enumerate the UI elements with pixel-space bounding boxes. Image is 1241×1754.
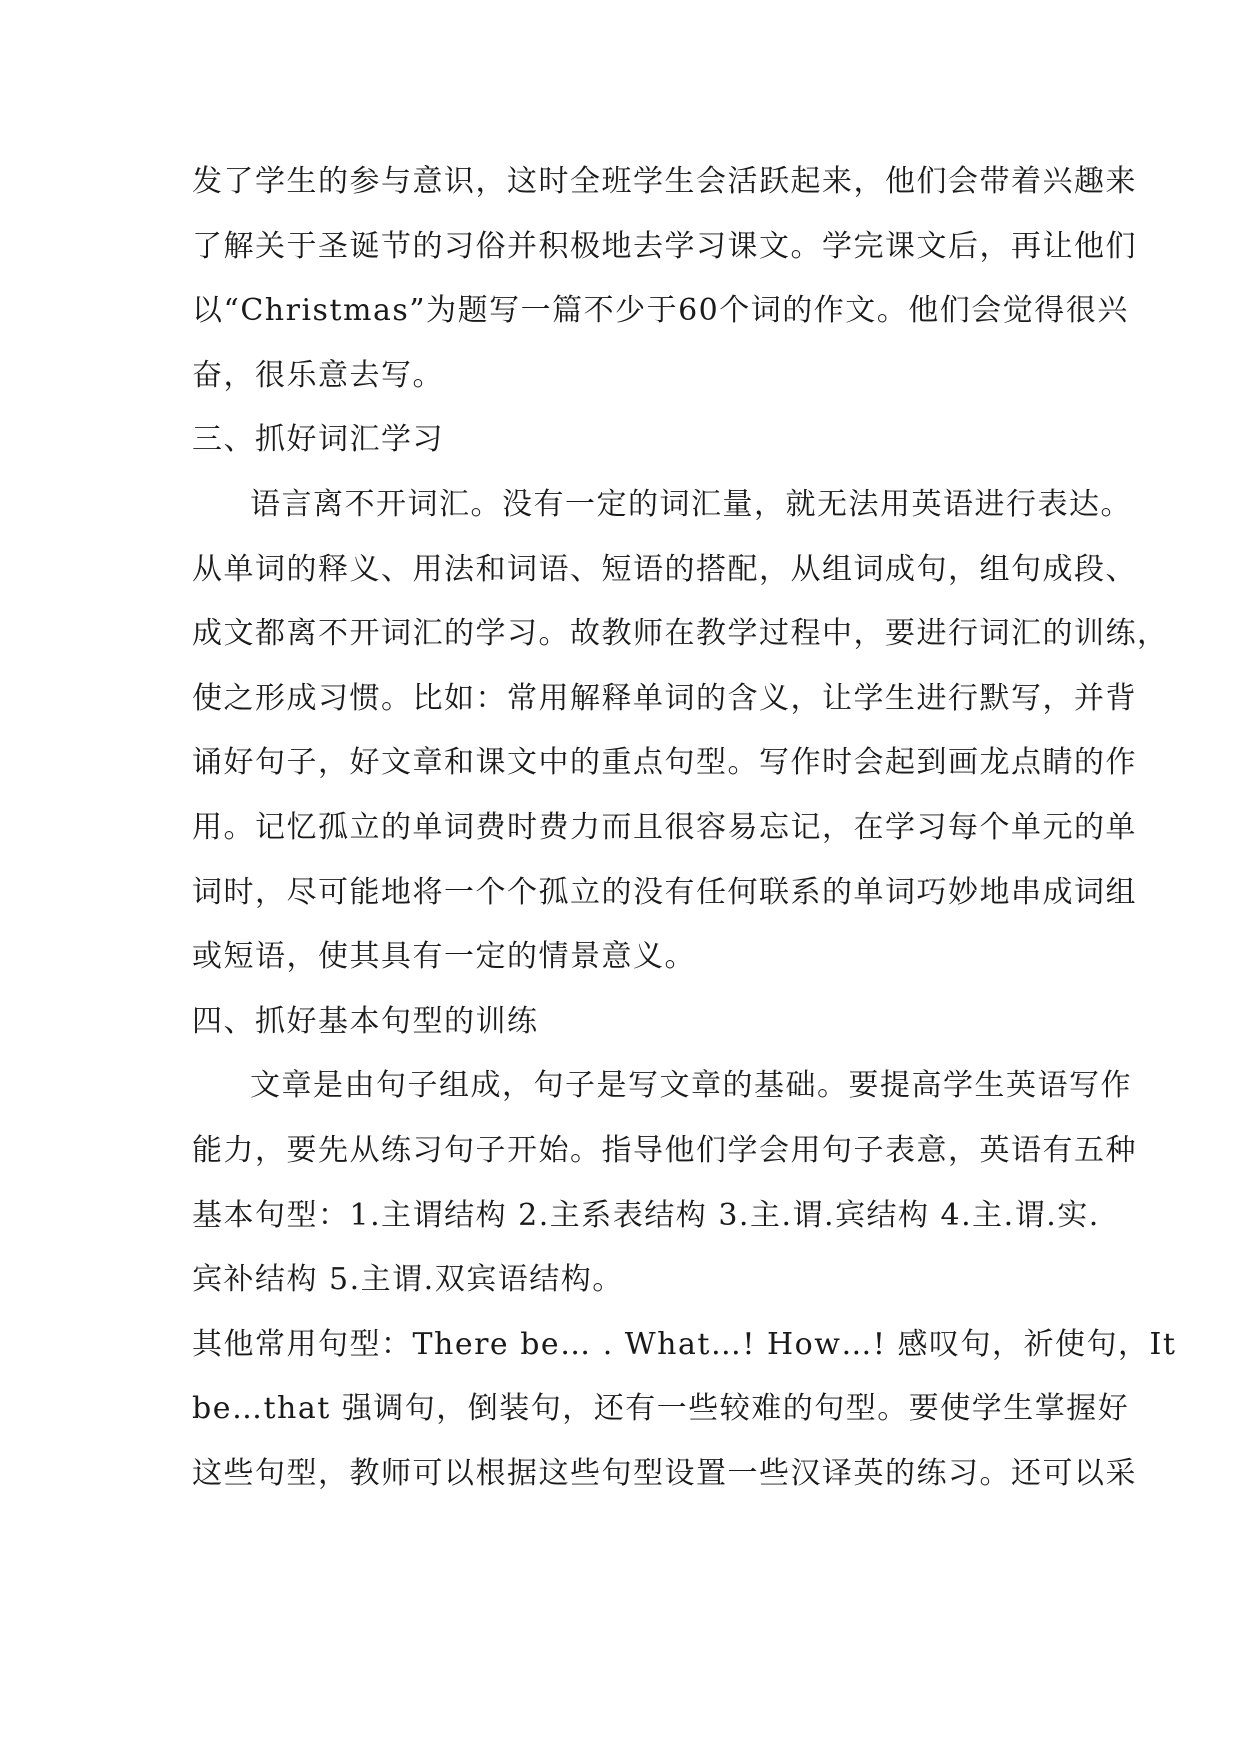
section-heading: 四、抓好基本句型的训练 [192,1003,539,1039]
paragraph-line: 诵好句子，好文章和课文中的重点句型。写作时会起到画龙点睛的作 [192,745,1137,781]
paragraph-line: 文章是由句子组成，句子是写文章的基础。要提高学生英语写作 [250,1068,1132,1104]
paragraph-line: 其他常用句型：There be… . What…! How…! 感叹句，祈使句，It [192,1326,1177,1362]
paragraph-line: be…that 强调句，倒装句，还有一些较难的句型。要使学生掌握好 [192,1391,1130,1427]
paragraph-line: 用。记忆孤立的单词费时费力而且很容易忘记，在学习每个单元的单 [192,809,1137,845]
paragraph-line: 这些句型，教师可以根据这些句型设置一些汉译英的练习。还可以采 [192,1455,1137,1491]
paragraph-line: 成文都离不开词汇的学习。故教师在教学过程中，要进行词汇的训练， [192,616,1169,652]
section-heading: 三、抓好词汇学习 [192,422,444,458]
paragraph-line: 使之形成习惯。比如：常用解释单词的含义，让学生进行默写，并背 [192,680,1137,716]
paragraph-line: 奋，很乐意去写。 [192,357,444,393]
paragraph-line: 从单词的释义、用法和词语、短语的搭配，从组词成句，组句成段、 [192,551,1137,587]
paragraph-line: 以“Christmas”为题写一篇不少于60个词的作文。他们会觉得很兴 [192,293,1129,329]
body-text [192,150,1177,1506]
paragraph-line: 发了学生的参与意识，这时全班学生会活跃起来，他们会带着兴趣来 [192,164,1137,199]
paragraph-line: 宾补结构 5.主谓.双宾语结构。 [192,1262,624,1298]
paragraph-line: 能力，要先从练习句子开始。指导他们学会用句子表意，英语有五种 [192,1132,1137,1168]
paragraph-line: 或短语，使其具有一定的情景意义。 [192,939,696,975]
paragraph-line: 语言离不开词汇。没有一定的词汇量，就无法用英语进行表达。 [250,486,1132,522]
paragraph-line: 了解关于圣诞节的习俗并积极地去学习课文。学完课文后，再让他们 [192,228,1137,264]
paragraph-line: 词时，尽可能地将一个个孤立的没有任何联系的单词巧妙地串成词组 [192,874,1137,910]
paragraph-line: 基本句型：1.主谓结构 2.主系表结构 3.主.谓.宾结构 4.主.谓.实. [192,1197,1100,1233]
